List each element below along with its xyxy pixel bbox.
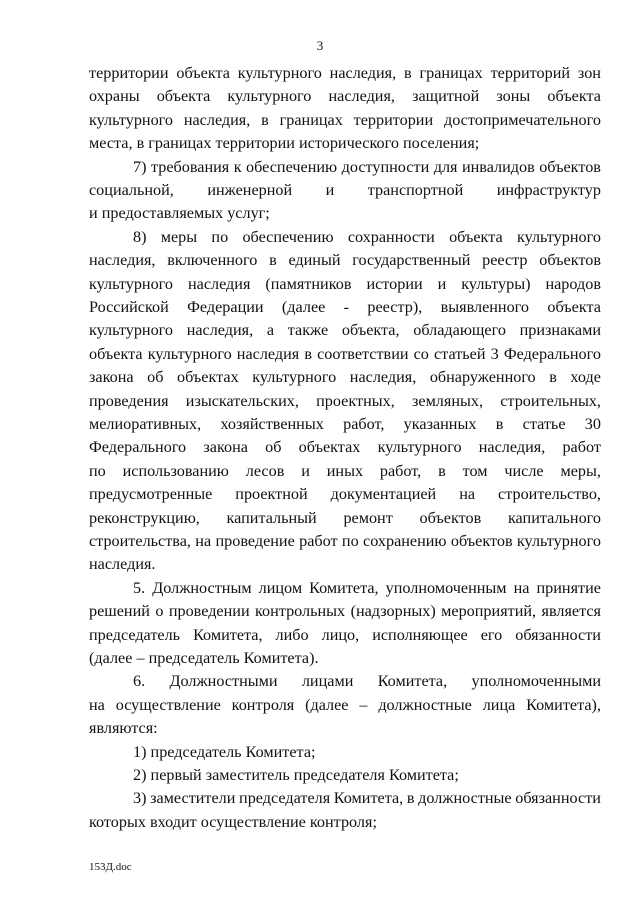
text-line: культурного наследия, а также объекта, обладающего признаками [89,321,601,340]
text-line: которых входит осуществление контроля; [89,812,377,831]
text-line: являются: [89,719,158,738]
text-line: наследия, включенного в единый государственный реестр объектов [89,251,601,270]
text-line: реконструкцию, капитальный ремонт объектов капитального [89,508,601,527]
text-line: 2) первый заместитель председателя Комитета; [133,766,459,784]
text-line: 7) требования к обеспечению доступности для инвалидов объектов [133,157,601,176]
text-line: по использованию лесов и иных работ, в том числе меры, [89,461,601,480]
text-line: Российской Федерации (далее - реестр), выявленного объекта [89,298,601,316]
text-line: мелиоративных, хозяйственных работ, указанных в статье 30 [89,415,601,433]
text-line: 3) заместители председателя Комитета, в должностные обязанности [133,789,601,808]
text-line: решений о проведении контрольных (надзорных) мероприятий, является [89,602,601,621]
text-line: объекта культурного наследия в соответствии со статьей 3 Федерального [89,344,601,363]
text-line: предусмотренные проектной документацией на строительство, [89,485,601,504]
text-line: (далее – председатель Комитета). [89,649,319,667]
text-line: охраны объекта культурного наследия, защитной зоны объекта [89,87,601,106]
text-line: строительства, на проведение работ по сохранению объектов культурного [89,532,601,550]
text-line: на осуществление контроля (далее – должностные лица Комитета), [89,695,601,714]
text-line: социальной, инженерной и транспортной инфраструктур [89,181,601,199]
text-line: 5. Должностным лицом Комитета, уполномоченным на принятие [133,578,601,597]
text-line: 1) председатель Комитета; [133,742,316,761]
text-line: территории объекта культурного наследия, в границах территорий зон [89,64,601,82]
text-line: проведения изыскательских, проектных, земляных, строительных, [89,391,601,410]
text-line: и предоставляемых услуг; [89,204,270,223]
text-line: 6. Должностными лицами Комитета, уполномоченными [133,672,601,691]
text-line: 8) меры по обеспечению сохранности объекта культурного [133,227,601,246]
text-line: места, в границах территории исторического поселения; [89,134,480,153]
text-line: культурного наследия (памятников истории и культуры) народов [89,274,601,293]
text-line: культурного наследия, в границах территории достопримечательного [89,110,601,129]
text-line: закона об объектах культурного наследия, обнаруженного в ходе [89,368,601,387]
page-number: 3 [316,38,324,53]
text-line: наследия. [89,555,156,574]
text-line: председатель Комитета, либо лицо, исполняющее его обязанности [89,625,601,644]
file-name-footer: 153Д.doc [89,861,132,873]
text-line: Федерального закона об объектах культурного наследия, работ [89,438,601,457]
